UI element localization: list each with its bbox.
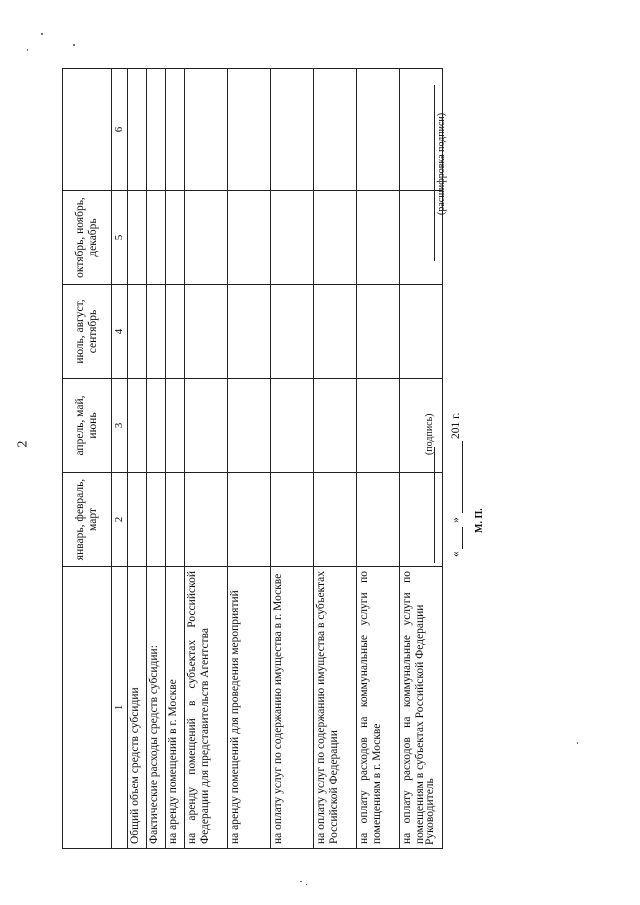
table-cell [314, 191, 357, 285]
scan-speck [300, 881, 302, 882]
table-cell [271, 69, 314, 191]
table-cell [128, 473, 147, 567]
date-open-quote: « [450, 551, 462, 557]
table-header-row [63, 69, 112, 849]
row-label: на аренду помещений для проведения мероприятий [228, 567, 271, 849]
row-label: на аренду помещений в субъектах Российской Федерации для представительств Агентства [185, 567, 228, 849]
table-cell [271, 285, 314, 379]
table-cell [185, 473, 228, 567]
table-cell [228, 473, 271, 567]
row-label: на оплату расходов на коммунальные услуги по помещениям в субъектах Российской Федерации [400, 567, 443, 849]
column-header: апрель, май, июнь [63, 379, 112, 473]
table-cell [166, 379, 185, 473]
stamp-label: М. П. [474, 508, 485, 533]
decoding-line [434, 85, 435, 261]
table-cell [185, 379, 228, 473]
table-cell [314, 473, 357, 567]
row-label: на оплату расходов на коммунальные услуги по помещениям в г. Москве [357, 567, 400, 849]
table-row [228, 69, 271, 849]
table-cell [228, 191, 271, 285]
table-row [128, 69, 147, 849]
table-row [357, 69, 400, 849]
table-row [271, 69, 314, 849]
scan-speck [41, 33, 43, 35]
table-cell [228, 379, 271, 473]
rotated-document [62, 30, 640, 845]
table-row [185, 69, 228, 849]
table-cell [166, 285, 185, 379]
table-row [314, 69, 357, 849]
column-index-row [112, 69, 128, 849]
table-cell [357, 473, 400, 567]
head-label: Руководитель [424, 778, 436, 845]
row-label: Фактические расходы средств субсидии: [147, 567, 166, 849]
table-cell [147, 379, 166, 473]
table-cell [166, 69, 185, 191]
table-cell [314, 379, 357, 473]
date-day-line [462, 527, 463, 549]
column-header [63, 567, 112, 849]
column-header: июль, август, сентябрь [63, 285, 112, 379]
table-cell [271, 191, 314, 285]
table-cell [271, 473, 314, 567]
table-cell [314, 285, 357, 379]
column-index: 4 [112, 285, 128, 379]
table-cell [271, 379, 314, 473]
table-cell [400, 379, 443, 473]
date-close-quote: » [450, 517, 462, 523]
column-index: 5 [112, 191, 128, 285]
table-cell [400, 473, 443, 567]
table-cell [185, 69, 228, 191]
column-index: 3 [112, 379, 128, 473]
table-cell [166, 191, 185, 285]
table-cell [228, 285, 271, 379]
row-label: на оплату услуг по содержанию имущества в г. Москве [271, 567, 314, 849]
decoding-caption: (расшифровка подписи) [436, 112, 447, 215]
table-row [166, 69, 185, 849]
column-index: 6 [112, 69, 128, 191]
row-label: Общий объем средств субсидии [128, 567, 147, 849]
column-header: октябрь, ноябрь, декабрь [63, 191, 112, 285]
scan-speck [577, 742, 578, 744]
column-header: январь, февраль, март [63, 473, 112, 567]
table-cell [128, 191, 147, 285]
row-label: на аренду помещений в г. Москве [166, 567, 185, 849]
table-cell [314, 69, 357, 191]
signature-line [434, 447, 435, 563]
signature-caption: (подпись) [424, 413, 435, 455]
table-row [147, 69, 166, 849]
row-label: на оплату услуг по содержанию имущества в субъектах Российской Федерации [314, 567, 357, 849]
column-index: 1 [112, 567, 128, 849]
table-cell [128, 285, 147, 379]
table-cell [147, 191, 166, 285]
scan-speck [27, 49, 28, 51]
table-cell [228, 69, 271, 191]
table-cell [357, 379, 400, 473]
table-cell [357, 285, 400, 379]
table-cell [357, 69, 400, 191]
column-index: 2 [112, 473, 128, 567]
table-cell [147, 473, 166, 567]
table-cell [128, 69, 147, 191]
table-cell [128, 379, 147, 473]
table-cell [400, 285, 443, 379]
subsidy-report-table [62, 68, 443, 849]
table-cell [185, 191, 228, 285]
date-year: 201 г. [450, 412, 462, 439]
table-cell [147, 285, 166, 379]
column-header [63, 69, 112, 191]
table-cell [166, 473, 185, 567]
table-cell [357, 191, 400, 285]
date-month-line [462, 441, 463, 513]
table-cell [185, 285, 228, 379]
scan-speck [306, 884, 307, 885]
table-cell [147, 69, 166, 191]
page-number: 2 [15, 440, 31, 448]
